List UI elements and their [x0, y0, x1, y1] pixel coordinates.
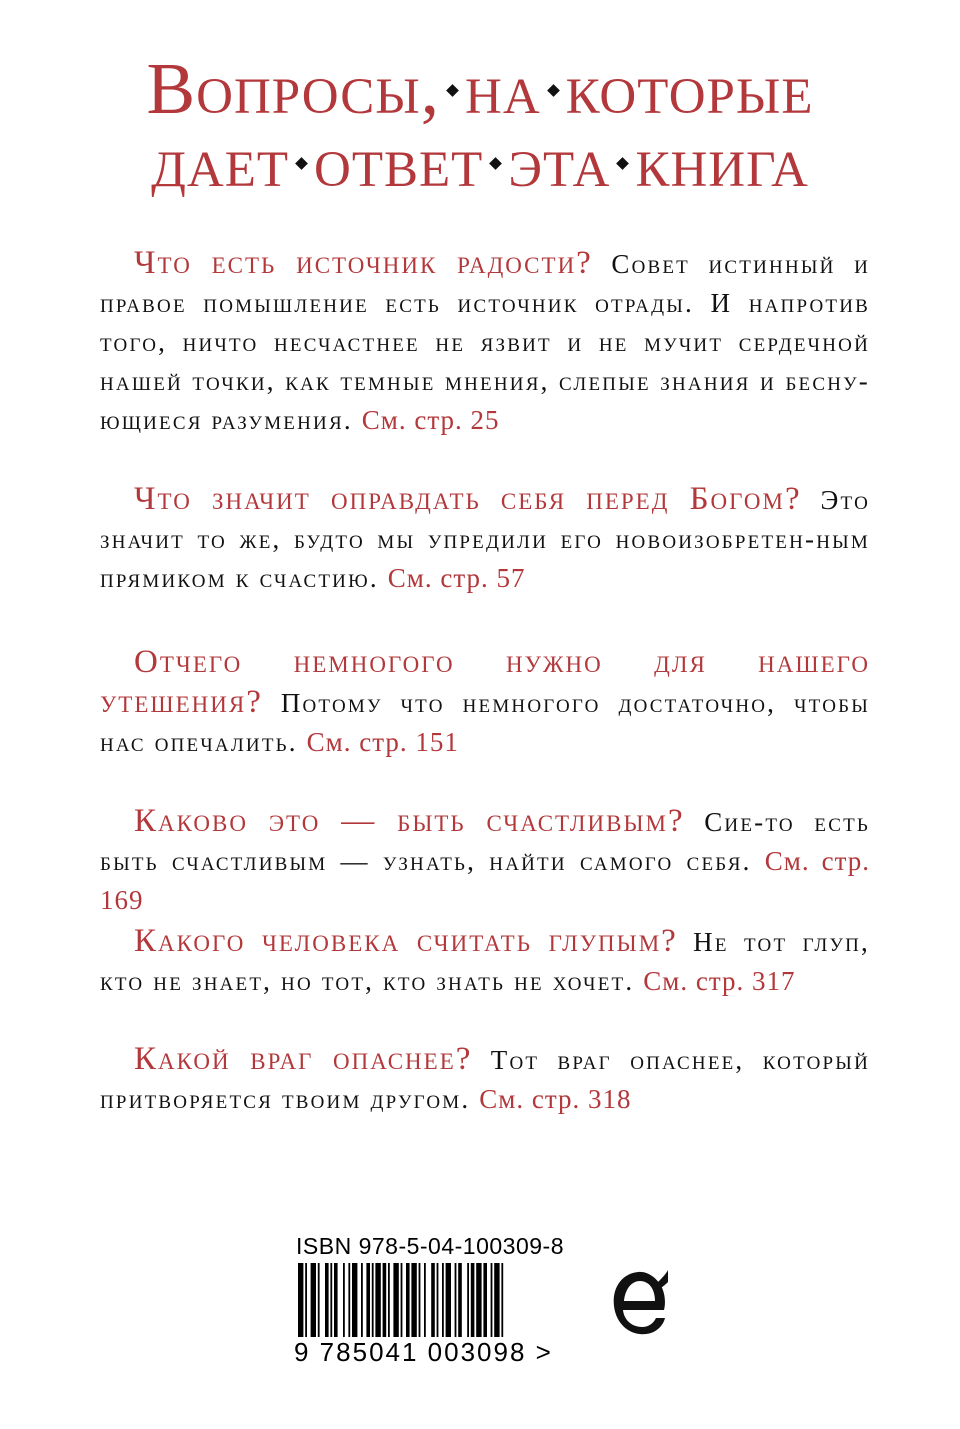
- title-word: эта: [508, 121, 611, 202]
- question-text: Что есть источник радости?: [134, 245, 593, 281]
- answer-text: Совет истинный и правое помышление есть источник отрады. И напротив того, ничто несчастнее не язвит и не мучит сердечной нашей точки, как темные мнения, слепые знания и бесну-ющиеся разумения.: [100, 249, 871, 435]
- barcode-bar: [361, 1263, 363, 1337]
- page-reference: См. стр. 25: [361, 405, 500, 435]
- barcode-bar: [437, 1263, 439, 1337]
- question-text: Отчего немногого нужно для нашего утешения?: [100, 644, 870, 720]
- qa-block-5: [100, 922, 870, 1001]
- barcode-bar: [375, 1263, 380, 1337]
- barcode-bar: [494, 1263, 499, 1337]
- qa-block-2: [100, 480, 870, 598]
- title-word: книга: [635, 121, 809, 202]
- barcode-bar: [401, 1263, 403, 1337]
- title-word: ответ: [314, 121, 484, 202]
- title-word: на: [464, 48, 541, 129]
- barcode-bar: [298, 1263, 303, 1337]
- barcode-bar: [424, 1263, 426, 1337]
- barcode-bar: [471, 1263, 475, 1337]
- barcode-bar: [419, 1263, 421, 1337]
- page-reference: См. стр. 318: [479, 1084, 632, 1114]
- qa-block-3: [100, 643, 870, 762]
- barcode-bar: [330, 1263, 332, 1337]
- barcode-bar: [372, 1263, 374, 1337]
- barcode-bar: [366, 1263, 370, 1337]
- barcode-bar: [343, 1263, 345, 1337]
- isbn-barcode: [296, 1233, 596, 1373]
- barcode-bar: [388, 1263, 390, 1337]
- question-text: Что значит оправдать себя перед Богом?: [134, 481, 802, 517]
- barcode-bar: [431, 1263, 435, 1337]
- answer-text: Тот враг опаснее, который притворяется твоим другом.: [100, 1045, 870, 1114]
- title-word: которые: [565, 48, 814, 129]
- barcode-bar: [458, 1263, 462, 1337]
- page-reference: См. стр. 169: [100, 846, 870, 915]
- barcode-bar: [406, 1263, 410, 1337]
- barcode-bar: [311, 1263, 316, 1337]
- title-word: дает: [151, 121, 290, 202]
- barcode-bar: [393, 1263, 398, 1337]
- question-text: Каково это — быть счастливым?: [134, 803, 685, 839]
- barcode-bar: [483, 1263, 487, 1337]
- barcode-bar: [476, 1263, 481, 1337]
- page-reference: См. стр. 317: [643, 966, 796, 996]
- barcode-bars: [296, 1263, 556, 1343]
- barcode-bar: [325, 1263, 329, 1337]
- qa-block-1: [100, 244, 870, 440]
- ean-digits: 9 785041 003098 >: [294, 1337, 553, 1367]
- barcode-bar: [501, 1263, 503, 1337]
- diamond-separator-icon: [295, 157, 308, 170]
- diamond-separator-icon: [446, 84, 459, 97]
- qa-block-4: [100, 802, 870, 920]
- question-text: Какой враг опаснее?: [134, 1041, 473, 1077]
- question-text: Какого человека считать глупым?: [134, 923, 678, 959]
- barcode-bar: [348, 1263, 350, 1337]
- barcode-bar: [352, 1263, 357, 1337]
- barcode-bar: [467, 1263, 469, 1337]
- answer-text: Потому что немногого достаточно, чтобы нас опечалить.: [100, 688, 870, 757]
- diamond-separator-icon: [489, 157, 502, 170]
- title-line-2: [0, 121, 960, 202]
- qa-block-6: [100, 1040, 870, 1119]
- title-line-1: [0, 48, 960, 129]
- barcode-bar: [446, 1263, 451, 1337]
- barcode-bar: [383, 1263, 387, 1337]
- isbn-label: ISBN 978-5-04-100309-8: [296, 1233, 564, 1259]
- answer-text: Сие-то есть быть счастливым — узнать, найти самого себя.: [100, 807, 870, 876]
- barcode-bar: [334, 1263, 338, 1337]
- diamond-separator-icon: [547, 84, 560, 97]
- diamond-separator-icon: [617, 157, 630, 170]
- book-title: [0, 48, 960, 202]
- answer-text: Это значит то же, будто мы упредили его новоизобретен-ным прямиком к счастию.: [100, 485, 870, 593]
- page-reference: См. стр. 57: [387, 563, 526, 593]
- barcode-bar: [442, 1263, 444, 1337]
- title-word: Вопросы,: [146, 48, 440, 129]
- barcode-bar: [305, 1263, 307, 1337]
- barcode-bar: [491, 1263, 493, 1337]
- barcode-bar: [318, 1263, 320, 1337]
- barcode-bar: [455, 1263, 457, 1337]
- page-reference: См. стр. 151: [306, 727, 459, 757]
- barcode-bar: [411, 1263, 416, 1337]
- answer-text: Не тот глуп, кто не знает, но тот, кто знать не хочет.: [100, 927, 870, 996]
- eksmo-e-logo-icon: [608, 1268, 668, 1340]
